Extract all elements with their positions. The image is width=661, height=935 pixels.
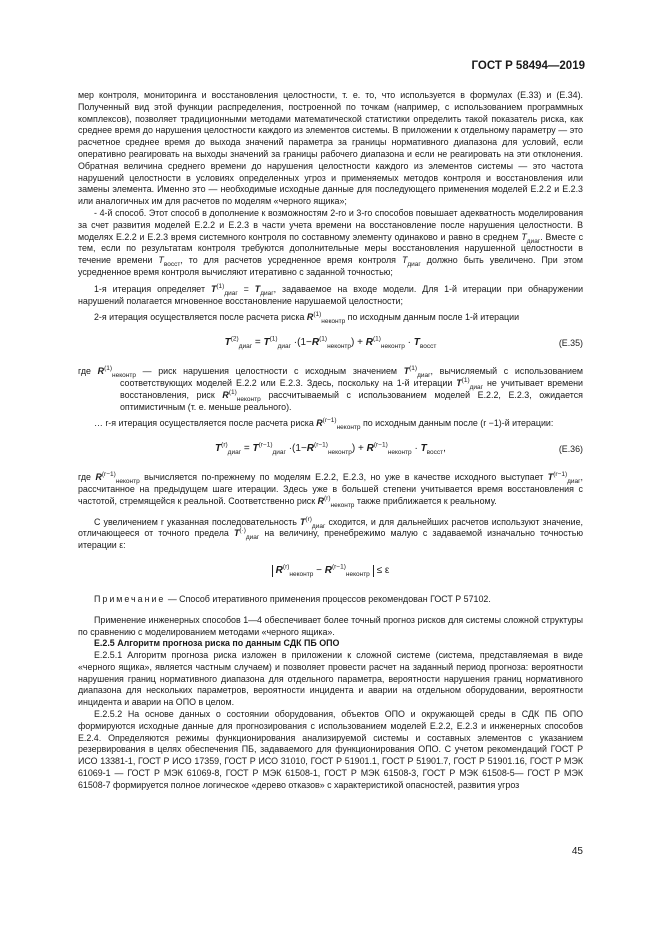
note-text: — Способ итеративного применения процессов рекомендован ГОСТ Р 57102. (167, 593, 491, 604)
paragraph-iteration-1: 1-я итерация определяет $T^{(1)}_{диаг} = T_{диаг}$, задаваемое на входе модели. Для 1-й итерации при обнаружении нарушений полагается мгновенное восстановление нарушаемой целостности; (78, 282, 584, 306)
paragraph-1: мер контроля, мониторинга и восстановления целостности, т. е. то, что используется в формулах (E.33) и (E.34). Полученный вид этой функции распределения, построенной по точкам (например, с использованием программных комплексов), позволяет традиционными методами математической статистики определить такой показатель риска, как среднее время до нарушения целостности каждого из элементов системы. В приложении к отдельному параметру — это расчетное среднее время до выхода значений параметра за границы нормативного диапазона для условий, если оперативно реагировать на выходы значений за границы рабочего диапазона и если не реагировать на эти отклонения. Обратная величина среднего времени до нарушения целостности каждого из элементов системы — это частота нарушений целостности в условиях определенных угроз и применяемых методов контроля и восстановления или замены элемента. Именно это — необходимые исходные данные для последующего применения моделей E.2.2 и E.2.3 или аналогичных им для расчетов по моделям «черного ящика»; (78, 90, 583, 207)
paragraph-method-4: - 4-й способ. Этот способ в дополнение к возможностям 2-го и 3-го способов повышает адекватность моделирования за счет развития моделей E.2.2 и E.2.3 в части учета времени на восстановление после нарушения целостности. В моделях E.2.2 и E.2.3 время системного контроля по составному элементу одинаково и равно в среднем $T_{диаг}$. Вместе с тем, если по результатам контроля требуются дополнительные меры восстановления нарушенной целостности в течение времени $T_{восст}$, то для расчетов усредненное время контроля $T_{диаг}$ должно быть увеличено. При этом усредненное время контроля вычисляют итеративно с заданной точностью; (78, 207, 584, 277)
inequality (78, 559, 583, 589)
equation-e36-body: $T^{(r)}_{диаг} = T^{(r-1)}_{диаг} \cdot(1-R^{(r-1)}_{неконтр}) + R^{(r-1)}_{неконтр} \cdot T_{восст}$, (215, 441, 446, 457)
section-title: E.2.5 Алгоритм прогноза риска по данным СДК ПБ ОПО (94, 638, 340, 649)
page-number: 45 (571, 846, 583, 857)
standard-header: ГОСТ Р 58494—2019 (471, 60, 585, 72)
paragraph-e251: E.2.5.1 Алгоритм прогноза риска изложен в приложении к сложной системе (система, представляемая в виде «черного ящика», является частным случаем) и позволяет провести расчет на заданный период прогноза: вероятности нарушения границ нормативного диапазона для отдельного параметра, вероятности нарушения границ нормативного диапазона для нескольких параметров, вероятности инцидента и аварии на отдельном оборудовании, вероятности инцидента и аварии на ОПО в целом. (78, 650, 583, 708)
inequality-body: $R^{(r)}_{неконтр} - R^{(r-1)}_{неконтр} \le \varepsilon$ (78, 565, 583, 577)
document-body (78, 90, 583, 792)
paragraph-where-r-minus-1: где $R^{(r-1)}_{неконтр}$ вычисляется по-прежнему по моделям E.2.2, E.2.3, но уже в качестве исходного выступает $T^{(r-1)}_{диаг}$, рассчитанное на предыдущем шаге итерации. Здесь уже в большей степени учитывается время восстановления с частотой, стремящейся к реальной. Соответственно риск $R^{(r)}_{неконтр}$ также приближается к реальному. (78, 471, 584, 509)
paragraph-e252: E.2.5.2 На основе данных о состоянии оборудования, объектов ОПО и окружающей среды в СДК ПБ ОПО формируются исходные данные для прогнозирования с использованием моделей E.2.2, E.2.3 и инженерных способов E.2.4. Определяются режимы функционирования анализируемой системы и составных элементов с указанием резервирования в целях обеспечения ПБ, задаваемого для функционирования ОПО. С учетом рекомендаций ГОСТ Р ИСО 13381-1, ГОСТ Р ИСО 17359, ГОСТ Р ИСО 31010, ГОСТ Р 51901.1, ГОСТ Р 51901.7, ГОСТ Р 51901.16, ГОСТ Р МЭК 61069-1 — ГОСТ Р МЭК 61069-8, ГОСТ Р МЭК 61508-1, ГОСТ Р МЭК 61508-3, ГОСТ Р МЭК 61508-5— ГОСТ Р МЭК 61508-7 формируется полное логическое «дерево отказов» с характеристикой опасностей, развития угроз (78, 709, 583, 790)
equation-e36-number: (E.36) (558, 444, 583, 455)
paragraph-iteration-2: 2-я итерация осуществляется после расчета риска $R^{(1)}_{неконтр}$ по исходным данным после 1-й итерации (94, 311, 520, 326)
equation-e35 (78, 331, 583, 361)
paragraph-methods-summary: Применение инженерных способов 1—4 обеспечивает более точный прогноз рисков для системы сложной структуры по сравнению с моделированием методами «черного ящика». (78, 614, 583, 637)
paragraph-iteration-r: … r-я итерация осуществляется после расчета риска $R^{(r-1)}_{неконтр}$ по исходным данным после (r −1)-й итерации: (94, 417, 554, 432)
note (78, 594, 583, 606)
absolute-value: $R^{(r)}_{неконтр} - R^{(r-1)}_{неконтр}$ (272, 565, 374, 577)
equation-e35-number: (E.35) (558, 338, 583, 349)
equation-e36 (78, 437, 583, 467)
note-label: Примечание (94, 593, 166, 604)
paragraph-where-r1: где $R^{(1)}_{неконтр}$ — риск нарушения целостности с исходным значением $T^{(1)}_{диаг}$, вычисляемый с использованием соответствующих моделей E.2.2 или E.2.3. Здесь, поскольку на 1-й итерации $T^{(1)}_{диаг}$ не учитывает времени восстановления, риск $R^{(1)}_{неконтр}$ рассчитываемый с использованием моделей E.2.2, E.2.3, ожидается оптимистичным (т. е. меньше реального). (78, 365, 584, 412)
equation-e35-body: $T^{(2)}_{диаг} = T^{(1)}_{диаг} \cdot(1-R^{(1)}_{неконтр}) + R^{(1)}_{неконтр} \cdot T_{восст}$ (224, 335, 437, 351)
paragraph-convergence: С увеличением r указанная последовательность $T^{(r)}_{диаг}$ сходится, и для дальнейших расчетов используют значение, отличающееся от точного предела $T^{(\cdot)}_{диаг}$ на величину, пренебрежимо малую с задаваемой изначально точностью итерации ε: (78, 515, 584, 551)
